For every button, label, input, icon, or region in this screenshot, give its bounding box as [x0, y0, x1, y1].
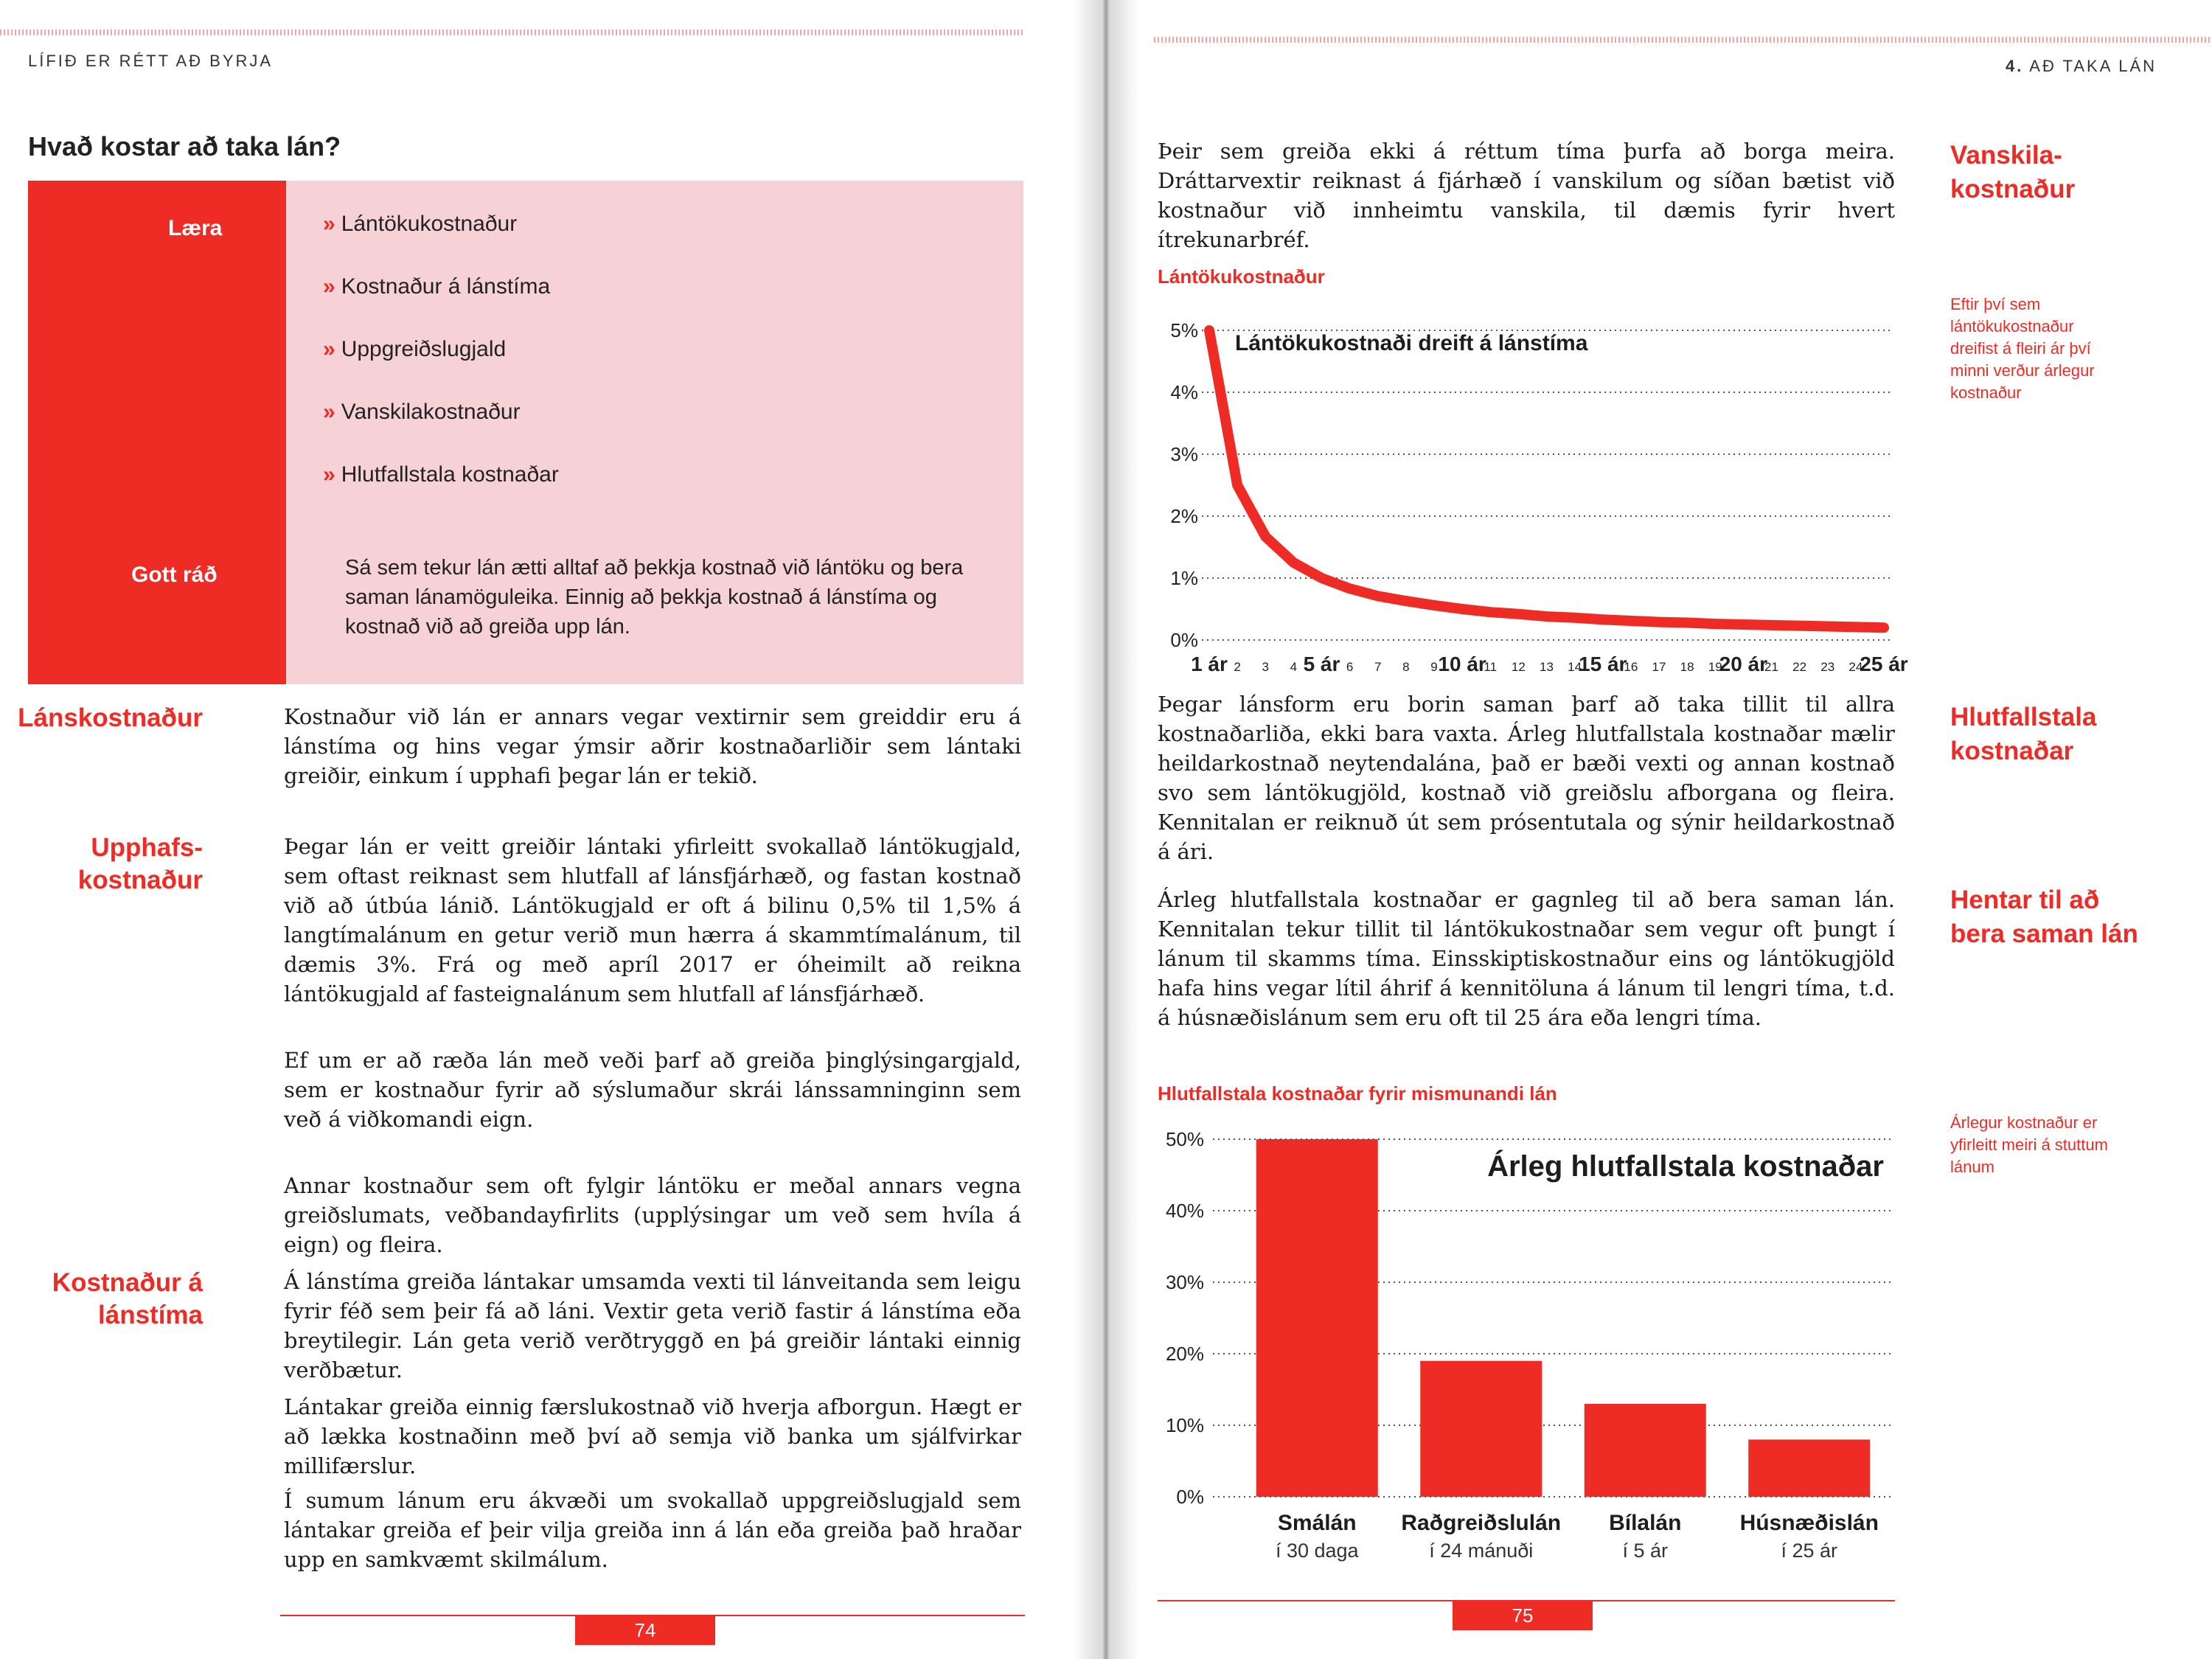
book-gutter	[1073, 0, 1139, 1659]
chart1-heading: Lántökukostnaður	[1158, 265, 1325, 288]
left-top-rule	[0, 29, 1025, 35]
x-tick-label: 18	[1680, 660, 1694, 674]
intro-paragraph: Þeir sem greiða ekki á réttum tíma þurfa að borga meira. Dráttarvextir reiknast á fjárhæð í vanskilum og síðan bætist við kostnaður við innheimtu vanskila, til dæmis fyrir hvert ítrekunarbréf.	[1158, 139, 1895, 252]
body-paragraph: Í sumum lánum eru ákvæði um svokallað uppgreiðslugjald sem lántakar greiða ef þeir vilja greiða inn á lán eða greiða það hraðar upp en samkvæmt skilmálum.	[284, 1488, 1021, 1572]
side-heading-lanskostnadur: Lánskostnaður	[18, 703, 203, 732]
category-label: Smálán	[1277, 1511, 1357, 1535]
x-tick-label: 20 ár	[1719, 653, 1768, 675]
category-sublabel: í 24 mánuði	[1429, 1540, 1534, 1562]
page-number-left: 74	[575, 1615, 715, 1645]
x-tick-label: 16	[1624, 660, 1638, 674]
x-tick-label: 1 ár	[1191, 653, 1228, 675]
body-paragraph: Þegar lán er veitt greiðir lántaki yfirleitt svokallað lántökugjald, sem oftast reiknast sem hlutfall af lánsfjárhæð, og fastan kostnað við að útbúa lánið. Lántökugjald er oft á bilinu 0,5% til 1,5% á langtímalánum en getur verið mun hærra á skammtímalánum, til dæmis 3%. Frá og með apríl 2017 er óheimilt að reikna lántökugjald af fasteignalánum sem hlutfall af lánsfjárhæð.	[284, 834, 1021, 1006]
bar	[1585, 1404, 1706, 1497]
learn-item: » Lántökukostnaður	[323, 212, 518, 236]
side-heading-kostnadur-a-lanstima: Kostnaður á lánstíma	[52, 1268, 203, 1329]
page-heading: Hvað kostar að taka lán?	[28, 131, 341, 161]
chevron-icon: »	[323, 400, 335, 424]
x-tick-label: 19	[1708, 660, 1722, 674]
side-heading-hlutfallstala: Hlutfallstala kostnaðar	[1950, 703, 2097, 765]
body-paragraph: Árleg hlutfallstala kostnaðar er gagnleg til að bera saman lán. Kennitalan tekur tillit til lántökukostnaðar sem vegur oft þungt í lánum til skamms tíma. Einsskiptiskostnaður eins og lántökugjöld hafa hins vegar lítil áhrif á kennitöluna á lánum til lengri tíma, t.d. á húsnæðislánum sem eru oft til 25 ára eða lengri tíma.	[1158, 887, 1895, 1030]
x-tick-label: 3	[1262, 660, 1269, 674]
y-tick-label: 30%	[1165, 1271, 1204, 1293]
y-tick-label: 5%	[1170, 319, 1198, 341]
x-tick-label: 10 ár	[1438, 653, 1486, 675]
category-sublabel: í 25 ár	[1781, 1540, 1838, 1562]
y-tick-label: 2%	[1170, 505, 1198, 527]
y-tick-label: 40%	[1165, 1200, 1204, 1222]
learn-box-label-column	[28, 181, 286, 684]
right-running-head: 4. AÐ TAKA LÁN	[2006, 57, 2157, 75]
x-tick-label: 21	[1764, 660, 1778, 674]
bar	[1256, 1139, 1378, 1497]
learn-box	[28, 181, 1023, 684]
x-tick-label: 17	[1652, 660, 1666, 674]
side-heading-hentar: Hentar til að bera saman lán	[1950, 886, 2138, 948]
learn-label: Læra	[168, 216, 223, 240]
x-tick-label: 24	[1848, 660, 1863, 674]
category-label: Húsnæðislán	[1739, 1511, 1879, 1535]
chevron-icon: »	[323, 462, 335, 487]
x-tick-label: 4	[1290, 660, 1298, 674]
x-tick-label: 7	[1374, 660, 1382, 674]
margin-note-1: Eftir því sem lántökukostnaður dreifist á fleiri ár því minni verður árlegur kostnaður	[1950, 295, 2095, 402]
tip-text: Sá sem tekur lán ætti alltaf að þekkja kostnað við lántöku og bera saman lánamöguleika. Einnig að þekkja kostnað á lánstíma og kostnað við að greiða upp lán.	[345, 556, 964, 639]
x-tick-label: 15 ár	[1579, 653, 1627, 675]
chevron-icon: »	[323, 274, 335, 299]
x-tick-label: 2	[1234, 660, 1241, 674]
left-running-head: LÍFIÐ ER RÉTT AÐ BYRJA	[28, 52, 274, 70]
y-tick-label: 1%	[1170, 567, 1198, 589]
y-tick-label: 4%	[1170, 381, 1198, 403]
chevron-icon: »	[323, 337, 335, 361]
side-heading-vanskilakostnadur: Vanskila- kostnaður	[1950, 141, 2076, 204]
body-paragraph: Lántakar greiða einnig færslukostnað við hverja afborgun. Hægt er að lækka kostnaðinn með því að semja við banka um sjálfvirkar millifærslur.	[284, 1394, 1021, 1478]
series-line	[1209, 330, 1884, 627]
y-tick-label: 20%	[1165, 1343, 1204, 1365]
category-label: Bílalán	[1609, 1511, 1682, 1535]
x-tick-label: 13	[1540, 660, 1554, 674]
category-sublabel: í 5 ár	[1622, 1540, 1669, 1562]
x-tick-label: 8	[1402, 660, 1410, 674]
learn-item: » Hlutfallstala kostnaðar	[323, 462, 559, 487]
line-chart	[1154, 310, 1908, 675]
right-top-rule	[1154, 37, 2212, 43]
learn-item: » Vanskilakostnaður	[323, 400, 521, 424]
y-tick-label: 0%	[1170, 629, 1198, 651]
body-paragraph: Þegar lánsform eru borin saman þarf að taka tillit til allra kostnaðarliða, ekki bara vaxta. Árleg hlutfallstala kostnaðar mælir heildarkostnað neytendalána, það er bæði vexti og annan kostnað svo sem lántökugjöld, kostnað við greiðslu afborgana og fleira. Kennitalan er reiknuð út sem prósentutala og sýnir heildarkostnað á ári.	[1158, 692, 1895, 864]
learn-item: » Kostnaður á lánstíma	[323, 274, 551, 299]
y-tick-label: 0%	[1176, 1486, 1204, 1508]
margin-note-2: Árlegur kostnaður er yfirleitt meiri á stuttum lánum	[1950, 1113, 2108, 1176]
x-tick-label: 12	[1511, 660, 1526, 674]
body-paragraph: Annar kostnaður sem oft fylgir lántöku er meðal annars vegna greiðslumats, veðbandayfirlits (upplýsingar um veð sem hvíla á eign) og fleira.	[284, 1173, 1021, 1257]
body-paragraph: Ef um er að ræða lán með veði þarf að greiða þinglýsingargjald, sem er kostnaður fyrir að sýslumaður skrái lánssamninginn sem veð á viðkomandi eign.	[284, 1048, 1021, 1132]
category-sublabel: í 30 daga	[1275, 1540, 1359, 1562]
x-tick-label: 11	[1484, 660, 1498, 674]
y-tick-label: 10%	[1165, 1414, 1204, 1436]
y-tick-label: 3%	[1170, 443, 1198, 465]
tip-label: Gott ráð	[131, 563, 218, 587]
category-label: Raðgreiðslulán	[1401, 1511, 1562, 1535]
page-number-right: 75	[1453, 1601, 1593, 1630]
bar-chart	[1154, 1117, 1899, 1574]
x-tick-label: 23	[1820, 660, 1835, 674]
x-tick-label: 9	[1430, 660, 1438, 674]
chevron-icon: »	[323, 212, 335, 236]
chart1-title: Lántökukostnaði dreift á lánstíma	[1235, 331, 1588, 355]
y-tick-label: 50%	[1165, 1128, 1204, 1150]
bar	[1420, 1361, 1542, 1497]
x-tick-label: 22	[1792, 660, 1807, 674]
x-tick-label: 25 ár	[1860, 653, 1908, 675]
x-tick-label: 14	[1568, 660, 1582, 674]
x-tick-label: 6	[1346, 660, 1354, 674]
chart2-title: Árleg hlutfallstala kostnaðar	[1487, 1150, 1884, 1183]
learn-item: » Uppgreiðslugjald	[323, 337, 507, 361]
body-paragraph: Á lánstíma greiða lántakar umsamda vexti til lánveitanda sem leigu fyrir féð sem þeir fá að láni. Vextir geta verið fastir á lánstíma eða breytilegir. Lán geta verið verðtryggð en þá greiðir lántaki einnig verðbætur.	[284, 1269, 1021, 1382]
bar	[1748, 1439, 1870, 1497]
x-tick-label: 5 ár	[1303, 653, 1340, 675]
body-paragraph: Kostnaður við lán er annars vegar vextirnir sem greiddir eru á lánstíma og hins vegar ýmsir aðrir kostnaðarliðir sem lántaki greiðir, einkum í upphafi þegar lán er tekið.	[284, 704, 1021, 788]
chart2-heading: Hlutfallstala kostnaðar fyrir mismunandi lán	[1158, 1082, 1557, 1105]
side-heading-upphafskostnadur: Upphafs- kostnaður	[77, 833, 203, 894]
